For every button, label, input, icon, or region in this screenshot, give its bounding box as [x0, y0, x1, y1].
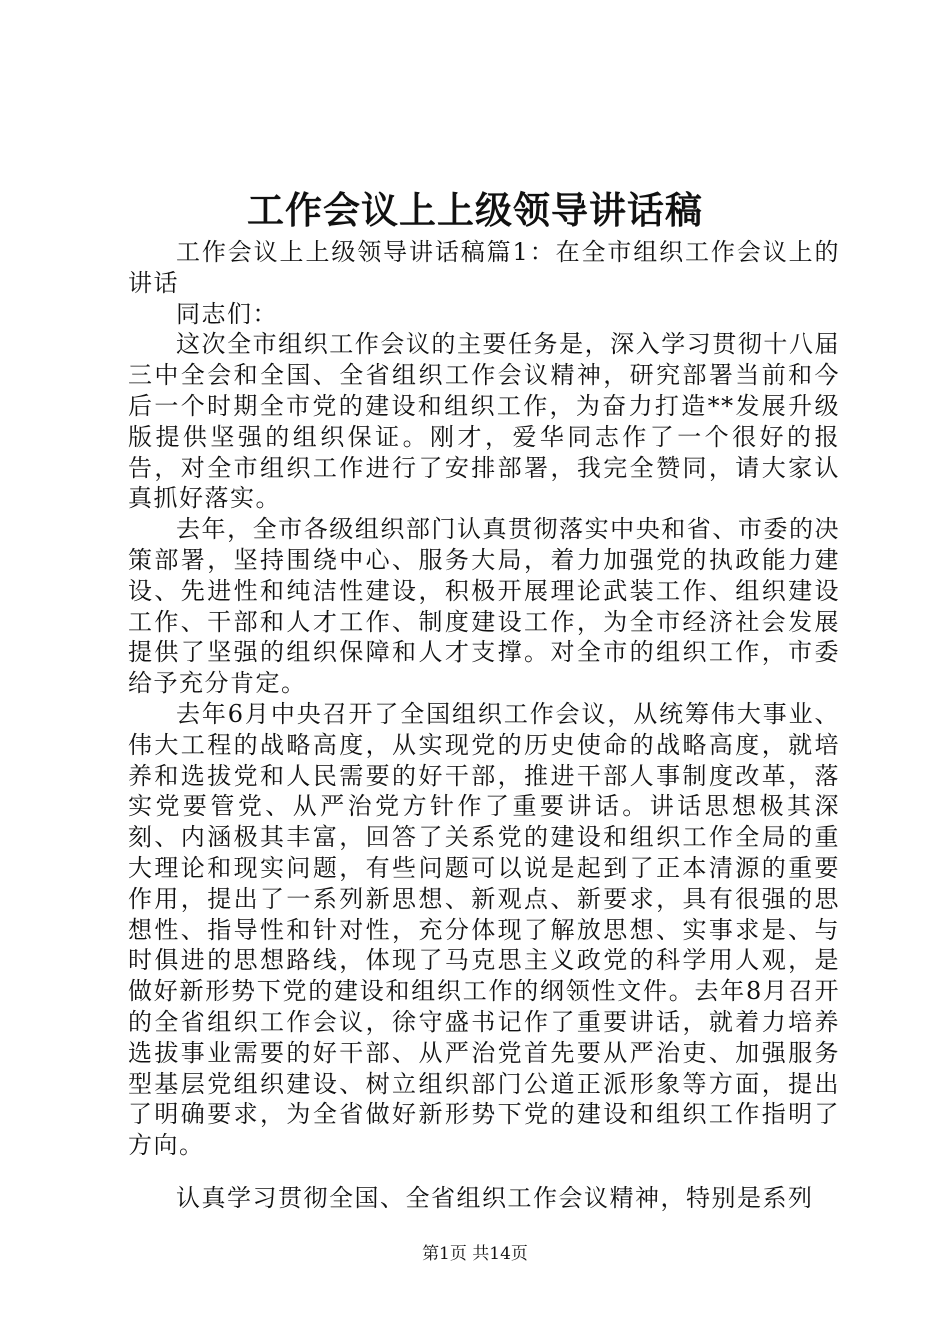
paragraph-salutation: 同志们：	[176, 299, 278, 328]
paragraph-heading: 工作会议上上级领导讲话稿篇1：在全市组织工作会议上的讲话	[128, 238, 840, 297]
document-body	[128, 237, 840, 1214]
paragraph: 去年，全市各级组织部门认真贯彻落实中央和省、市委的决策部署，坚持围绕中心、服务大局，着力加强党的执政能力建设、先进性和纯洁性建设，积极开展理论武装工作、组织建设工作、干部和人才工作、制度建设工作，为全市经济社会发展提供了坚强的组织保障和人才支撑。对全市的组织工作，市委给予充分肯定。	[128, 515, 840, 698]
paragraph: 这次全市组织工作会议的主要任务是，深入学习贯彻十八届三中全会和全国、全省组织工作会议精神，研究部署当前和今后一个时期全市党的建设和组织工作，为奋力打造**发展升级版提供坚强的组织保证。刚才，爱华同志作了一个很好的报告，对全市组织工作进行了安排部署，我完全赞同，请大家认真抓好落实。	[128, 330, 840, 513]
page-number-footer: 第1页 共14页	[422, 1244, 528, 1264]
document-title: 工作会议上上级领导讲话稿	[247, 188, 703, 232]
paragraph: 认真学习贯彻全国、全省组织工作会议精神，特别是系列	[176, 1183, 814, 1212]
paragraph: 去年6月中央召开了全国组织工作会议，从统筹伟大事业、伟大工程的战略高度，从实现党的历史使命的战略高度，就培养和选拔党和人民需要的好干部，推进干部人事制度改革，落实党要管党、从严治党方针作了重要讲话。讲话思想极其深刻、内涵极其丰富，回答了关系党的建设和组织工作全局的重大理论和现实问题，有些问题可以说是起到了正本清源的重要作用，提出了一系列新思想、新观点、新要求，具有很强的思想性、指导性和针对性，充分体现了解放思想、实事求是、与时俱进的思想路线，体现了马克思主义政党的科学用人观，是做好新形势下党的建设和组织工作的纲领性文件。去年8月召开的全省组织工作会议，徐守盛书记作了重要讲话，就着力培养选拔事业需要的好干部、从严治党首先要从严治吏、加强服务型基层党组织建设、树立组织部门公道正派形象等方面，提出了明确要求，为全省做好新形势下党的建设和组织工作指明了方向。	[128, 699, 840, 1160]
